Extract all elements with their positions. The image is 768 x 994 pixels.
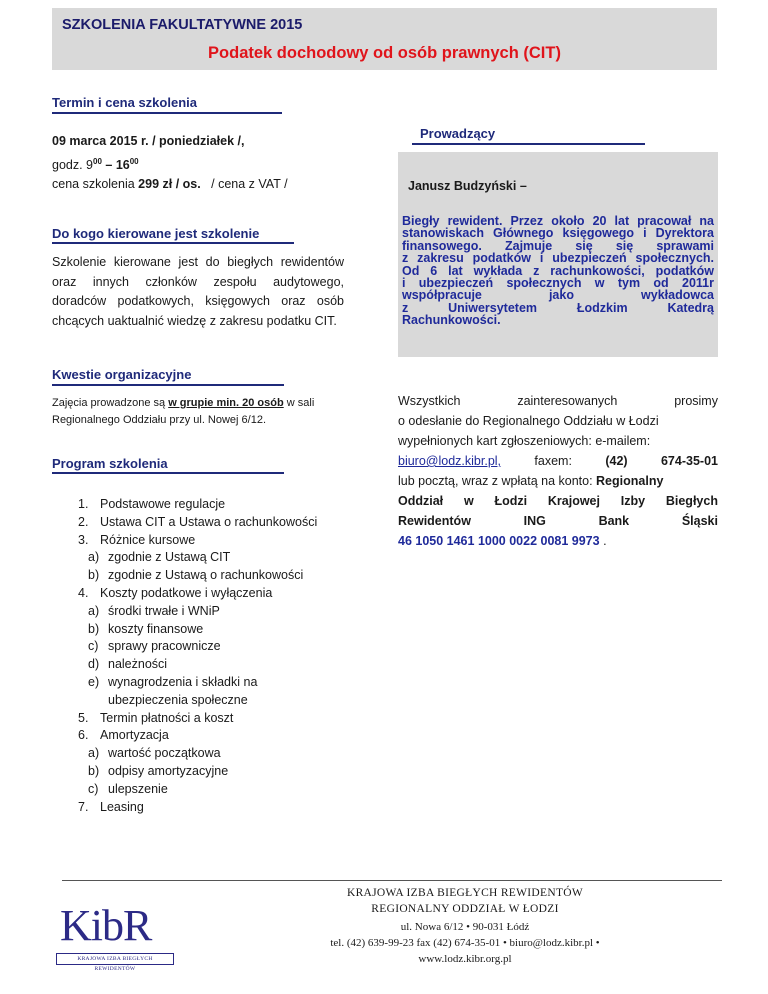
footer-branch: REGIONALNY ODDZIAŁ W ŁODZI: [371, 903, 559, 915]
account-number: 46 1050 1461 1000 0022 0081 9973: [398, 534, 600, 548]
list-item: c) ulepszenie: [88, 781, 168, 796]
heading-organizational: Kwestie organizacyjne: [52, 367, 192, 382]
heading-program: Program szkolenia: [52, 456, 168, 471]
program-list: [78, 496, 317, 816]
contact-line: lub pocztą, wraz z wpłatą na konto: Regionalny: [398, 474, 664, 488]
target-line: doradców podatkowych, księgowych oraz osób: [52, 294, 344, 308]
list-item: c) sprawy pracownicze: [88, 639, 221, 654]
hours-line: [52, 152, 288, 176]
hours-start-sup: 00: [93, 156, 102, 166]
list-item: 1. Podstawowe regulacje: [78, 497, 226, 511]
bio-line: z Uniwersytetem Łodzkim Katedrą: [402, 300, 714, 315]
org-line2: Regionalnego Oddziału przy ul. Nowej 6/12.: [52, 414, 267, 426]
footer-phones: tel. (42) 639-99-23 fax (42) 674-35-01 • biuro@lodz.kibr.pl •: [330, 937, 600, 949]
logo-subtitle: KRAJOWA IZBA BIEGŁYCH REWIDENTÓW: [56, 953, 174, 965]
list-item: e) wynagrodzenia i składki na: [88, 674, 258, 689]
divider: [412, 143, 645, 145]
footer-address: ul. Nowa 6/12 • 90-031 Łódź: [400, 921, 530, 933]
list-item: ubezpieczenia społeczne: [108, 692, 248, 707]
target-text: [52, 253, 344, 331]
org-prefix: Zajęcia prowadzone są: [52, 397, 169, 409]
bio-line: Rachunkowości.: [402, 313, 501, 328]
logo-text: KibR: [60, 901, 152, 950]
series-title: SZKOLENIA FAKULTATYWNE 2015: [62, 17, 303, 33]
price-prefix: cena szkolenia: [52, 177, 139, 191]
contact-line: Oddział w Łodzi Krajowej Izby Biegłych: [398, 494, 718, 508]
list-item: a) wartość początkowa: [88, 746, 221, 761]
price-suffix: / cena z VAT /: [211, 177, 288, 191]
fax-prefix: (42): [605, 454, 628, 468]
contact-line: Rewidentów ING Bank Śląski: [398, 514, 718, 528]
list-item: b) zgodnie z Ustawą o rachunkowości: [88, 568, 304, 583]
price-value: 299 zł / os.: [138, 177, 201, 191]
footer-www: www.lodz.kibr.org.pl: [418, 953, 512, 965]
bio-line: Od 6 lat wykłada z rachunkowości, podatków: [402, 263, 714, 278]
footer-org: KRAJOWA IZBA BIEGŁYCH REWIDENTÓW: [346, 887, 584, 899]
hours-end-sup: 00: [129, 156, 139, 166]
price-line: [52, 175, 288, 195]
list-item: 3. Różnice kursowe: [78, 532, 196, 547]
bio-line: i ubezpieczeń społecznych w tym od 2011r: [402, 276, 714, 291]
email-link[interactable]: biuro@lodz.kibr.pl,: [398, 454, 502, 468]
divider: [52, 242, 294, 244]
list-item: 7. Leasing: [78, 799, 144, 814]
target-line: oraz innych członków zespołu audytowego,: [52, 274, 344, 289]
lecturer-bio: [402, 215, 714, 327]
list-item: b) koszty finansowe: [88, 621, 204, 636]
contact-line: o odesłanie do Regionalnego Oddziału w Łodzi: [398, 414, 659, 428]
lecturer-box: [398, 152, 718, 357]
list-item: 6. Amortyzacja: [78, 728, 169, 743]
contact-line: wypełnionych kart zgłoszeniowych: e-mailem:: [398, 434, 651, 448]
list-item: 5. Termin płatności a koszt: [78, 710, 234, 725]
list-item: a) środki trwałe i WNiP: [88, 603, 220, 618]
heading-termin: Termin i cena szkolenia: [52, 95, 197, 110]
list-item: 2. Ustawa CIT a Ustawa o rachunkowości: [78, 514, 318, 529]
list-item: d) należności: [88, 657, 168, 672]
contact-line: [398, 451, 718, 471]
divider: [52, 472, 284, 474]
header-banner: [52, 8, 717, 70]
hours-dash: – 16: [101, 157, 130, 172]
contact-line: Wszystkich zainteresowanych prosimy: [398, 394, 718, 408]
group-size: w grupie min. 20 osób: [168, 397, 284, 409]
fax-number: 674-35-01: [660, 454, 718, 468]
list-item: 4. Koszty podatkowe i wyłączenia: [78, 585, 273, 600]
target-line: chcących uaktualnić wiedzę z zakresu podatku CIT.: [52, 313, 337, 328]
heading-lecturer: Prowadzący: [420, 126, 496, 141]
bio-line: współpracuje jako wykładowca: [402, 288, 714, 303]
bio-line: Biegły rewident. Przez około 20 lat pracował na: [402, 214, 714, 228]
list-item: a) zgodnie z Ustawą CIT: [88, 550, 231, 565]
divider: [52, 112, 282, 114]
termin-block: [52, 132, 288, 195]
hours-prefix: godz. 9: [52, 157, 94, 172]
list-item: b) odpisy amortyzacyjne: [88, 763, 229, 778]
target-line: Szkolenie kierowane jest do biegłych rewidentów: [52, 255, 344, 269]
organizational-text: [52, 395, 352, 429]
bio-line: stanowiskach Głównego księgowego i Dyrektora: [402, 226, 714, 241]
bio-line: z zakresu podatków i ubezpieczeń społecznych.: [402, 251, 714, 266]
kibr-logo: [52, 900, 172, 970]
lecturer-name: Janusz Budzyński –: [408, 179, 527, 193]
contact-line: 46 1050 1461 1000 0022 0081 9973 .: [398, 534, 607, 548]
fax-label: faxem:: [534, 454, 572, 468]
divider: [52, 384, 284, 386]
heading-target: Do kogo kierowane jest szkolenie: [52, 226, 260, 241]
bio-line: finansowego. Zajmuje się się sprawami: [402, 238, 714, 253]
course-title: Podatek dochodowy od osób prawnych (CIT): [208, 44, 561, 62]
footer-divider: [62, 880, 722, 881]
date-line: 09 marca 2015 r. / poniedziałek /,: [52, 134, 245, 148]
org-suffix: w sali: [283, 397, 315, 409]
